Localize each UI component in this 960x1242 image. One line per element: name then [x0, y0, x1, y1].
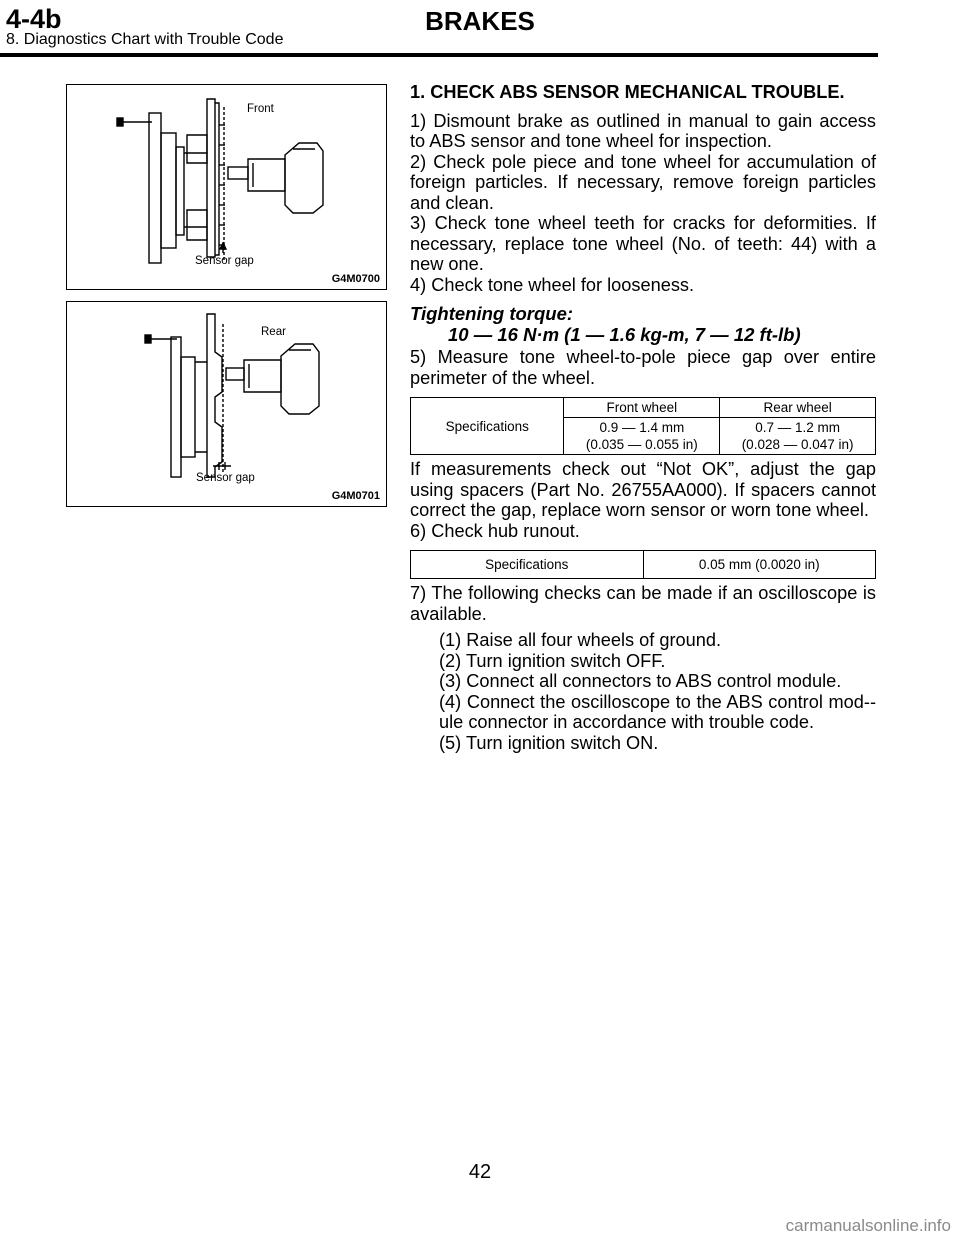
- page-header: [0, 0, 960, 62]
- runout-spec-label: Specifications: [411, 551, 644, 579]
- runout-spec-table: [410, 550, 876, 579]
- spec-value-front-mm: 0.9 — 1.4 mm: [599, 420, 685, 435]
- spec-row-header: Specifications: [411, 398, 564, 455]
- spec-header-front: Front wheel: [564, 398, 720, 418]
- figure-rear-sensor: [66, 301, 387, 507]
- substep-3: (3) Connect all connectors to ABS control module.: [439, 671, 842, 691]
- runout-spec-value: 0.05 mm (0.0020 in): [643, 551, 876, 579]
- figure-label-sensor-gap-front: Sensor gap: [195, 255, 254, 267]
- substep-2: (2) Turn ignition switch OFF.: [439, 650, 666, 671]
- step-5: 5) Measure tone wheel-to-pole piece gap over entire perimeter of the wheel.: [410, 347, 876, 388]
- substep-list: [410, 630, 876, 753]
- figure-code-rear: G4M0701: [331, 490, 380, 502]
- figure-code-front: G4M0700: [331, 273, 380, 285]
- figure-front-sensor: [66, 84, 387, 290]
- step-2: 2) Check pole piece and tone wheel for accumulation of foreign particles. If necessary, remove foreign particles and clean.: [410, 151, 876, 213]
- spec-value-rear-in: (0.028 — 0.047 in): [741, 437, 854, 452]
- step-7: 7) The following checks can be made if an oscilloscope is available.: [410, 583, 876, 624]
- page-number: 42: [468, 1161, 492, 1183]
- substep-4: (4) Connect the oscilloscope to the ABS control mod-ule connector in accordance with trouble code.: [439, 691, 876, 732]
- step-1: 1) Dismount brake as outlined in manual to gain access to ABS sensor and tone wheel for inspection.: [410, 110, 876, 151]
- procedure-content: [410, 82, 876, 753]
- section-code: 4-4b: [6, 4, 62, 34]
- header-rule: [0, 53, 878, 57]
- figure-label-front: Front: [247, 103, 274, 115]
- spec-value-front: [564, 418, 720, 455]
- torque-value: 10 — 16 N·m (1 — 1.6 kg-m, 7 — 12 ft-lb): [448, 323, 801, 345]
- watermark: carmanualsonline.info: [785, 1216, 951, 1235]
- section-subtitle: 8. Diagnostics Chart with Trouble Code: [6, 31, 284, 48]
- step-4: 4) Check tone wheel for looseness.: [410, 274, 695, 295]
- torque-label: Tightening torque:: [410, 303, 574, 324]
- substep-5: (5) Turn ignition switch ON.: [439, 732, 659, 753]
- spec-value-rear-mm: 0.7 — 1.2 mm: [755, 420, 840, 435]
- spec-value-rear: [720, 418, 876, 455]
- procedure-heading: 1. CHECK ABS SENSOR MECHANICAL TROUBLE.: [410, 82, 845, 102]
- figure-label-rear: Rear: [261, 326, 286, 338]
- adjust-gap-note: If measurements check out “Not OK”, adjust the gap using spacers (Part No. 26755AA000). If spacers cannot correct the gap, replace worn sensor or worn tone wheel.: [410, 459, 876, 520]
- chapter-title: BRAKES: [425, 6, 535, 36]
- gap-spec-table: [410, 397, 876, 455]
- step-6: 6) Check hub runout.: [410, 520, 580, 541]
- spec-header-rear: Rear wheel: [720, 398, 876, 418]
- figure-label-sensor-gap-rear: Sensor gap: [196, 472, 255, 484]
- substep-1: (1) Raise all four wheels of ground.: [439, 630, 722, 650]
- step-3: 3) Check tone wheel teeth for cracks for deformities. If necessary, replace tone wheel (No. of teeth: 44) with a new one.: [410, 213, 876, 274]
- spec-value-front-in: (0.035 — 0.055 in): [585, 437, 698, 452]
